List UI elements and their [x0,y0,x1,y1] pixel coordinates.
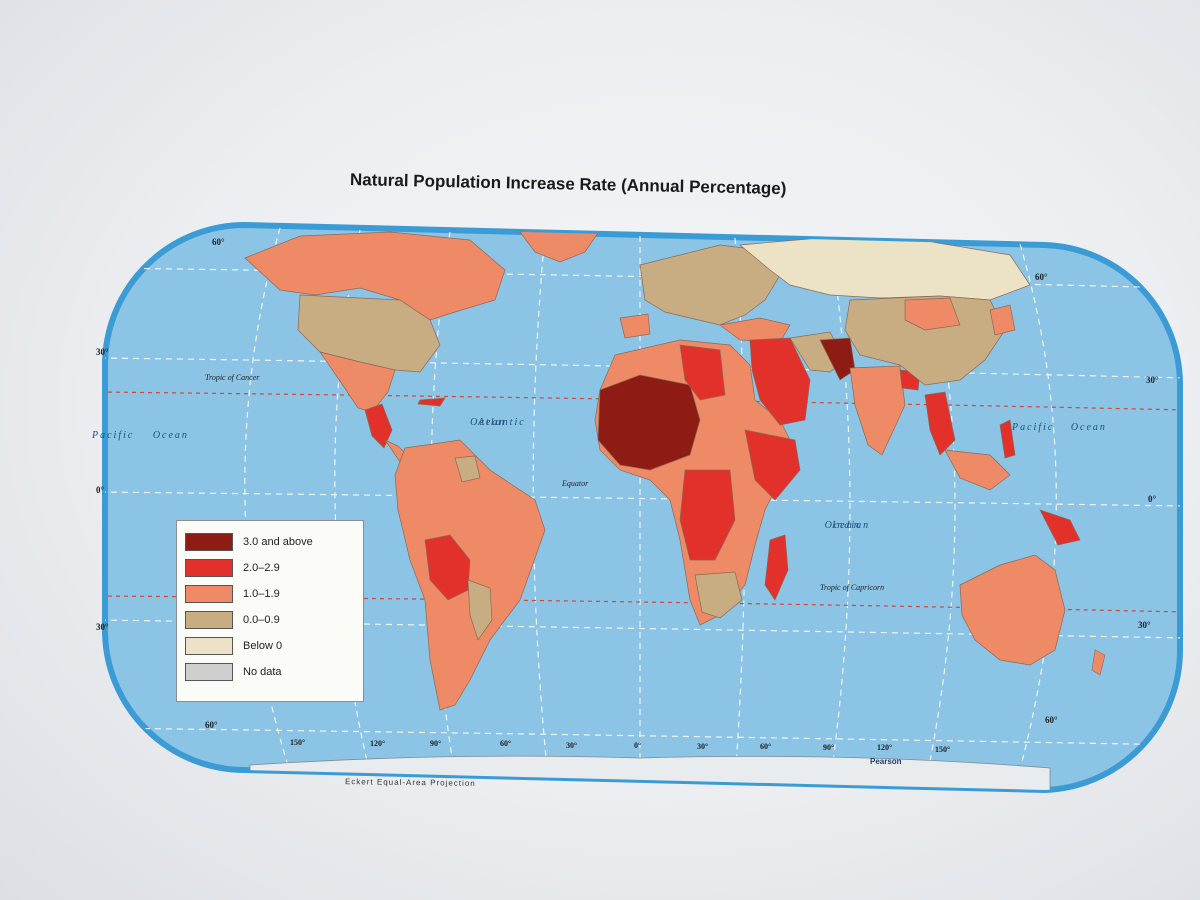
legend-label: Below 0 [243,640,283,652]
lon-label: 120° [877,743,893,752]
legend [176,520,364,702]
ocean-label-pacific-east: Pacific Ocean [1012,422,1107,433]
legend-swatch [185,663,233,681]
lon-label: 120° [370,739,386,748]
lat-label: 30° [96,622,109,632]
lon-label: 90° [430,739,442,748]
legend-label: 3.0 and above [243,536,313,548]
lon-label: 30° [566,741,578,750]
lat-label: 30° [1138,620,1151,630]
legend-item [185,529,363,555]
tropic-of-cancer-label: Tropic of Cancer [205,373,260,382]
lon-label: 150° [935,745,951,754]
publisher-logo: Pearson [870,757,902,766]
ocean-label-atlantic: Atlantic Ocean [478,417,507,428]
legend-item [185,633,363,659]
legend-label: No data [243,666,282,678]
lon-label: 0° [634,741,642,750]
legend-label: 1.0–1.9 [243,588,280,600]
lon-label: 90° [823,743,835,752]
tropic-of-capricorn-label: Tropic of Capricorn [820,583,885,592]
legend-swatch [185,637,233,655]
lon-label: 60° [500,739,512,748]
lon-label: 60° [760,742,772,751]
ocean [105,225,1180,790]
legend-item [185,607,363,633]
lat-label: 60° [212,237,225,247]
legend-item [185,581,363,607]
lat-label: 30° [96,347,109,357]
legend-swatch [185,585,233,603]
lat-label: 60° [1035,272,1048,282]
map-title: Natural Population Increase Rate (Annual Percentage) [349,170,787,199]
legend-swatch [185,533,233,551]
legend-item [185,555,363,581]
lon-label: 150° [290,738,306,747]
equator-label: Equator [562,479,589,488]
lat-label: 30° [1146,375,1159,385]
legend-label: 0.0–0.9 [243,614,280,626]
lon-label: 30° [697,742,709,751]
legend-item [185,659,363,685]
ocean-label-indian: Indian Ocean [832,520,861,531]
lat-label: 60° [1045,715,1058,725]
lat-label: 60° [205,720,218,730]
lat-label: 0° [1148,494,1157,504]
legend-label: 2.0–2.9 [243,562,280,574]
legend-swatch [185,559,233,577]
ocean-label-pacific-west: Pacific Ocean [92,430,189,441]
lat-label: 0° [96,485,105,495]
legend-swatch [185,611,233,629]
projection-label: Eckert Equal-Area Projection [344,777,476,788]
